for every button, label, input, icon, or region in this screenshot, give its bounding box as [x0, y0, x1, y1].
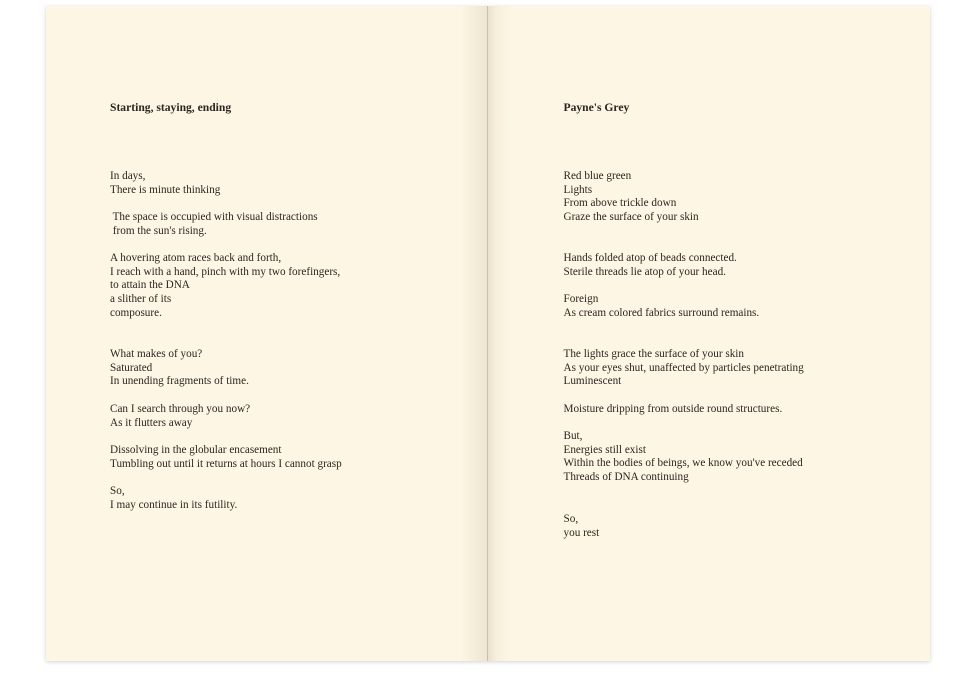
- poem-line: From above trickle down: [563, 197, 677, 210]
- poem-line: The space is occupied with visual distractions: [110, 211, 318, 223]
- poem-line: Foreign: [563, 293, 599, 305]
- poem-line: The lights grace the surface of your skin: [563, 348, 744, 360]
- poem-line: composure.: [110, 306, 162, 319]
- poem-line: In unending fragments of time.: [110, 375, 249, 388]
- left-page: [46, 6, 487, 661]
- poem-title: Starting, staying, ending: [110, 101, 232, 114]
- poem-line: you rest: [563, 526, 600, 539]
- book-spread: [46, 6, 930, 661]
- poem-line: Lights: [563, 183, 593, 196]
- stanza: [110, 403, 250, 430]
- poem-line: from the sun's rising.: [110, 224, 207, 237]
- right-page: [488, 6, 931, 661]
- poem-line: As cream colored fabrics surround remains.: [563, 306, 760, 319]
- poem-line: Dissolving in the globular encasement: [110, 444, 282, 456]
- stanza: [564, 170, 699, 225]
- stanza: [110, 211, 318, 238]
- stanza: [110, 252, 340, 321]
- stanza: [564, 348, 804, 389]
- poem-line: Within the bodies of beings, we know you've receded: [563, 457, 803, 470]
- poem-line: a slither of its: [110, 293, 172, 306]
- poem-line: But,: [563, 430, 583, 442]
- poem-line: What makes of you?: [110, 348, 203, 360]
- poem-line: A hovering atom races back and forth,: [110, 252, 282, 264]
- poem-line: Moisture dripping from outside round structures.: [563, 403, 783, 415]
- poem-title: Payne's Grey: [563, 101, 630, 114]
- poem-line: Tumbling out until it returns at hours I cannot grasp: [110, 457, 342, 470]
- stanza: [564, 252, 737, 279]
- poem-line: Graze the surface of your skin: [563, 211, 699, 224]
- poem-line: In days,: [110, 170, 146, 182]
- stanza: [564, 403, 783, 417]
- stanza: [110, 485, 237, 512]
- poem-line: Luminescent: [563, 375, 622, 388]
- poem-line: Threads of DNA continuing: [563, 471, 689, 484]
- stanza: [564, 430, 803, 485]
- poem-line: Saturated: [110, 361, 153, 374]
- poem-line: to attain the DNA: [110, 279, 190, 292]
- stanza: [110, 170, 220, 197]
- poem-line: There is minute thinking: [110, 183, 221, 196]
- poem-line: Red blue green: [563, 170, 632, 182]
- stanza: [110, 444, 342, 471]
- poem-line: Can I search through you now?: [110, 403, 251, 415]
- poem-line: I may continue in its futility.: [110, 498, 238, 511]
- stanza: [564, 513, 600, 540]
- poem-line: So,: [563, 513, 579, 525]
- poem-line: As it flutters away: [110, 416, 193, 429]
- stanza: [110, 348, 249, 389]
- poem-line: Energies still exist: [563, 443, 646, 456]
- poem-line: Hands folded atop of beads connected.: [563, 252, 737, 264]
- poem-line: So,: [110, 485, 125, 497]
- stanza: [564, 293, 760, 320]
- poem-line: Sterile threads lie atop of your head.: [563, 265, 726, 278]
- poem-line: I reach with a hand, pinch with my two forefingers,: [110, 265, 341, 278]
- poem-line: As your eyes shut, unaffected by particles penetrating: [563, 361, 804, 374]
